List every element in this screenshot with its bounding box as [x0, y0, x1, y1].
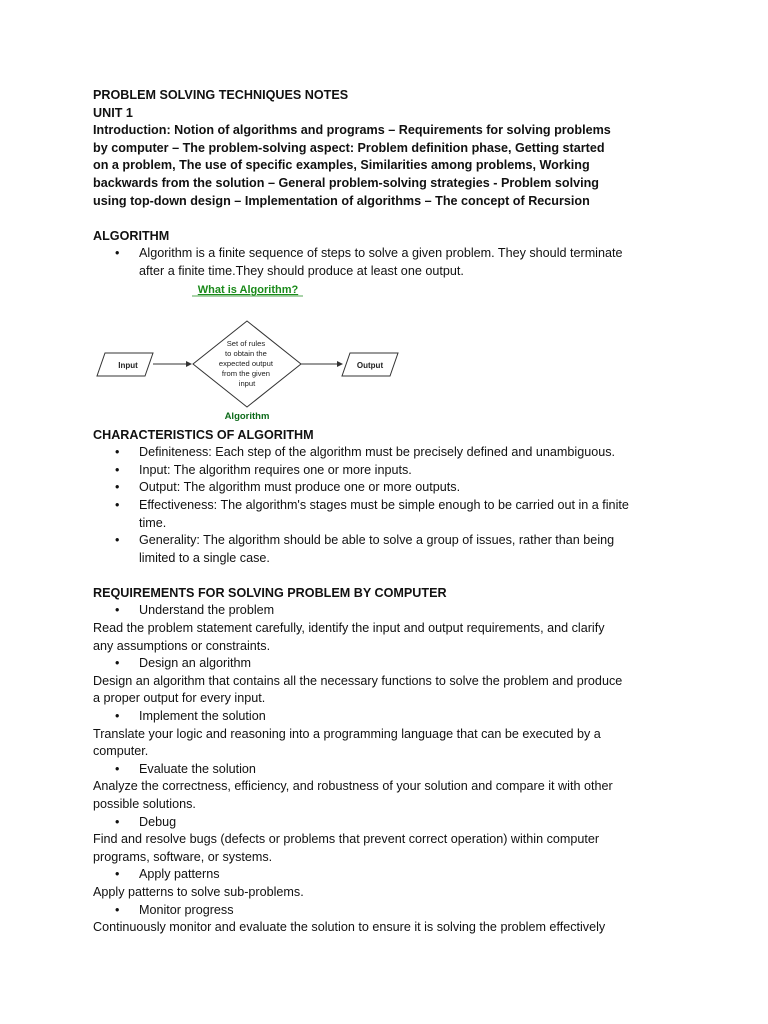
- list-item-line: after a finite time.They should produce at least one output.: [139, 263, 464, 278]
- output-label: Output: [356, 360, 384, 370]
- step-description: [93, 620, 683, 655]
- characteristics-heading: CHARACTERISTICS OF ALGORITHM: [93, 427, 314, 442]
- intro-line: on a problem, The use of specific examples, Similarities among problems, Working: [93, 158, 590, 173]
- rule-line: input: [238, 378, 256, 388]
- algorithm-heading: ALGORITHM: [93, 228, 170, 243]
- list-item-line: • Generality: The algorithm should be able to solve a group of issues, rather than being: [139, 533, 615, 548]
- list-item: [93, 444, 683, 462]
- intro-line: backwards from the solution – General problem-solving strategies - Problem solving: [93, 175, 599, 190]
- rule-line: Set of rules: [226, 338, 266, 348]
- step-label: • Evaluate the solution: [93, 761, 683, 779]
- intro-line: by computer – The problem-solving aspect: Problem definition phase, Getting started: [93, 140, 605, 155]
- description-line: Design an algorithm that contains all the necessary functions to solve the problem and produce: [93, 673, 623, 688]
- step-label: • Debug: [93, 814, 683, 832]
- algorithm-diagram: [93, 283, 403, 427]
- document-page: [93, 87, 683, 937]
- intro-line: using top-down design – Implementation of algorithms – The concept of Recursion: [93, 193, 590, 208]
- requirement-step: [93, 814, 683, 832]
- list-item-line: • Algorithm is a finite sequence of steps to solve a given problem. They should terminate: [139, 246, 623, 261]
- rule-line: to obtain the: [225, 348, 267, 358]
- requirement-step: [93, 708, 683, 726]
- requirement-step: [93, 602, 683, 620]
- algorithm-list: [93, 245, 683, 280]
- step-description: [93, 884, 683, 902]
- description-line: Read the problem statement carefully, identify the input and output requirements, and clarify: [93, 621, 605, 636]
- list-item-line: time.: [139, 515, 167, 530]
- list-item: [93, 497, 683, 532]
- list-item-line: • Definiteness: Each step of the algorithm must be precisely defined and unambiguous.: [139, 445, 616, 460]
- list-item: [93, 245, 683, 280]
- rule-line: from the given: [221, 368, 270, 378]
- intro-paragraph: [93, 122, 683, 210]
- description-line: Find and resolve bugs (defects or problems that prevent correct operation) within computer: [93, 832, 600, 847]
- requirement-step: [93, 761, 683, 779]
- requirement-step: [93, 902, 683, 920]
- diagram-title: What is Algorithm?: [197, 283, 299, 296]
- document-title: PROBLEM SOLVING TECHNIQUES NOTES: [93, 88, 349, 102]
- requirement-step: [93, 866, 683, 884]
- description-line: any assumptions or constraints.: [93, 638, 271, 653]
- step-label: • Understand the problem: [93, 602, 683, 620]
- step-label: • Monitor progress: [93, 902, 683, 920]
- list-item-line: • Input: The algorithm requires one or more inputs.: [139, 462, 412, 477]
- list-item: [93, 479, 683, 497]
- list-item-line: limited to a single case.: [139, 550, 270, 565]
- list-item: [93, 462, 683, 480]
- step-description: [93, 919, 683, 937]
- description-line: possible solutions.: [93, 797, 196, 811]
- intro-line: Introduction: Notion of algorithms and programs – Requirements for solving problems: [93, 123, 611, 138]
- rule-line: expected output: [218, 358, 273, 368]
- step-label: • Design an algorithm: [93, 655, 683, 673]
- description-line: computer.: [93, 744, 149, 759]
- requirement-step: [93, 655, 683, 673]
- input-label: Input: [118, 360, 138, 370]
- description-line: Continuously monitor and evaluate the solution to ensure it is solving the problem effectively: [93, 920, 606, 935]
- step-label: • Apply patterns: [93, 866, 683, 884]
- step-description: [93, 673, 683, 708]
- description-line: a proper output for every input.: [93, 691, 266, 706]
- description-line: Translate your logic and reasoning into a programming language that can be executed by a: [93, 726, 601, 741]
- step-description: [93, 726, 683, 761]
- list-item: [93, 532, 683, 567]
- list-item-line: • Effectiveness: The algorithm's stages must be simple enough to be carried out in a finite: [139, 497, 629, 512]
- description-line: programs, software, or systems.: [93, 849, 273, 864]
- step-label: • Implement the solution: [93, 708, 683, 726]
- diagram-caption: Algorithm: [224, 410, 270, 422]
- list-item-line: • Output: The algorithm must produce one or more outputs.: [139, 480, 461, 495]
- description-line: Analyze the correctness, efficiency, and robustness of your solution and compare it with other: [93, 779, 613, 794]
- unit-label: UNIT 1: [93, 105, 133, 120]
- step-description: [93, 778, 683, 813]
- characteristics-list: [93, 444, 683, 567]
- description-line: Apply patterns to solve sub-problems.: [93, 884, 304, 899]
- requirements-heading: REQUIREMENTS FOR SOLVING PROBLEM BY COMPUTER: [93, 585, 447, 600]
- step-description: [93, 831, 683, 866]
